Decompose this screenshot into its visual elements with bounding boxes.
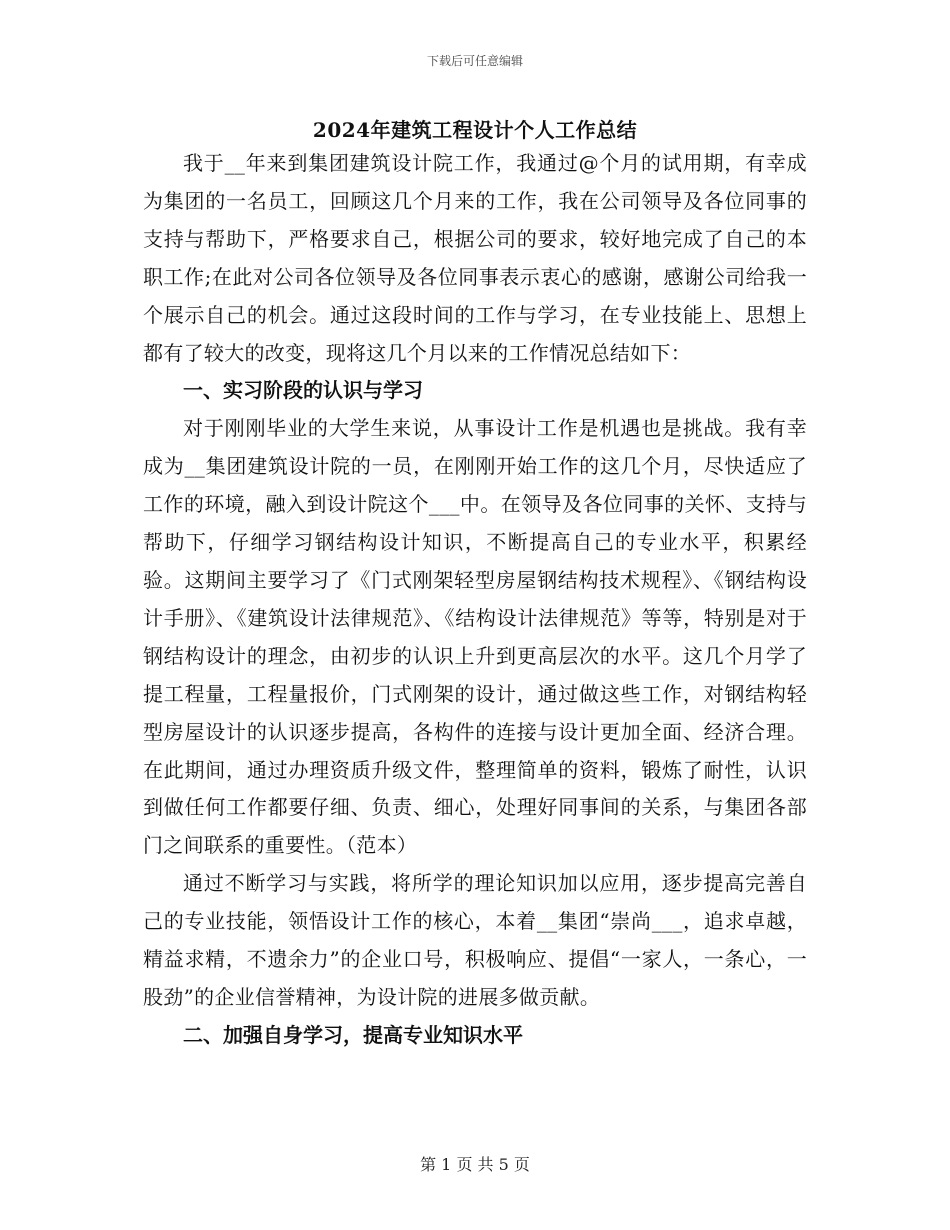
page-footer: 第 1 页 共 5 页 <box>420 1155 530 1174</box>
document-title: 2024年建筑工程设计个人工作总结 <box>312 118 638 142</box>
section-heading-2: 二、加强自身学习，提高专业知识水平 <box>183 1022 523 1047</box>
intro-paragraph: 我于__年来到集团建筑设计院工作，我通过@个月的试用期，有幸成为集团的一名员工，回顾这几个月来的工作，我在公司领导及各位同事的支持与帮助下，严格要求自己，根据公司的要求，较好地完成了自己的本职工作;在此对公司各位领导及各位同事表示衷心的感谢，感谢公司给我一个展示自己的机会。通过这段时间的工作与学习，在专业技能上、思想上都有了较大的改变，现将这几个月以来的工作情况总结如下： <box>143 151 807 365</box>
header-note: 下载后可任意编辑 <box>426 54 523 68</box>
document-body <box>143 145 807 1055</box>
section-heading-1: 一、实习阶段的认识与学习 <box>183 378 423 403</box>
section-1-paragraph-2: 通过不断学习与实践，将所学的理论知识加以应用，逐步提高完善自己的专业技能，领悟设计工作的核心，本着__集团“崇尚___，追求卓越，精益求精，不遗余力”的企业口号，积极响应、提倡“一家人，一条心，一股劲”的企业信誉精神，为设计院的进展多做贡献。 <box>143 871 807 1009</box>
section-1-paragraph-1: 对于刚刚毕业的大学生来说，从事设计工作是机遇也是挑战。我有幸成为__集团建筑设计院的一员，在刚刚开始工作的这几个月，尽快适应了工作的环境，融入到设计院这个___中。在领导及各位同事的关怀、支持与帮助下，仔细学习钢结构设计知识，不断提高自己的专业水平，积累经验。这期间主要学习了《门式刚架轻型房屋钢结构技术规程》、《钢结构设计手册》、《建筑设计法律规范》、《结构设计法律规范》等等，特别是对于钢结构设计的理念，由初步的认识上升到更高层次的水平。这几个月学了提工程量，工程量报价，门式刚架的设计，通过做这些工作，对钢结构轻型房屋设计的认识逐步提高，各构件的连接与设计更加全面、经济合理。在此期间，通过办理资质升级文件，整理简单的资料，锻炼了耐性，认识到做任何工作都要仔细、负责、细心，处理好同事间的关系，与集团各部门之间联系的重要性。（范本） <box>143 416 807 858</box>
